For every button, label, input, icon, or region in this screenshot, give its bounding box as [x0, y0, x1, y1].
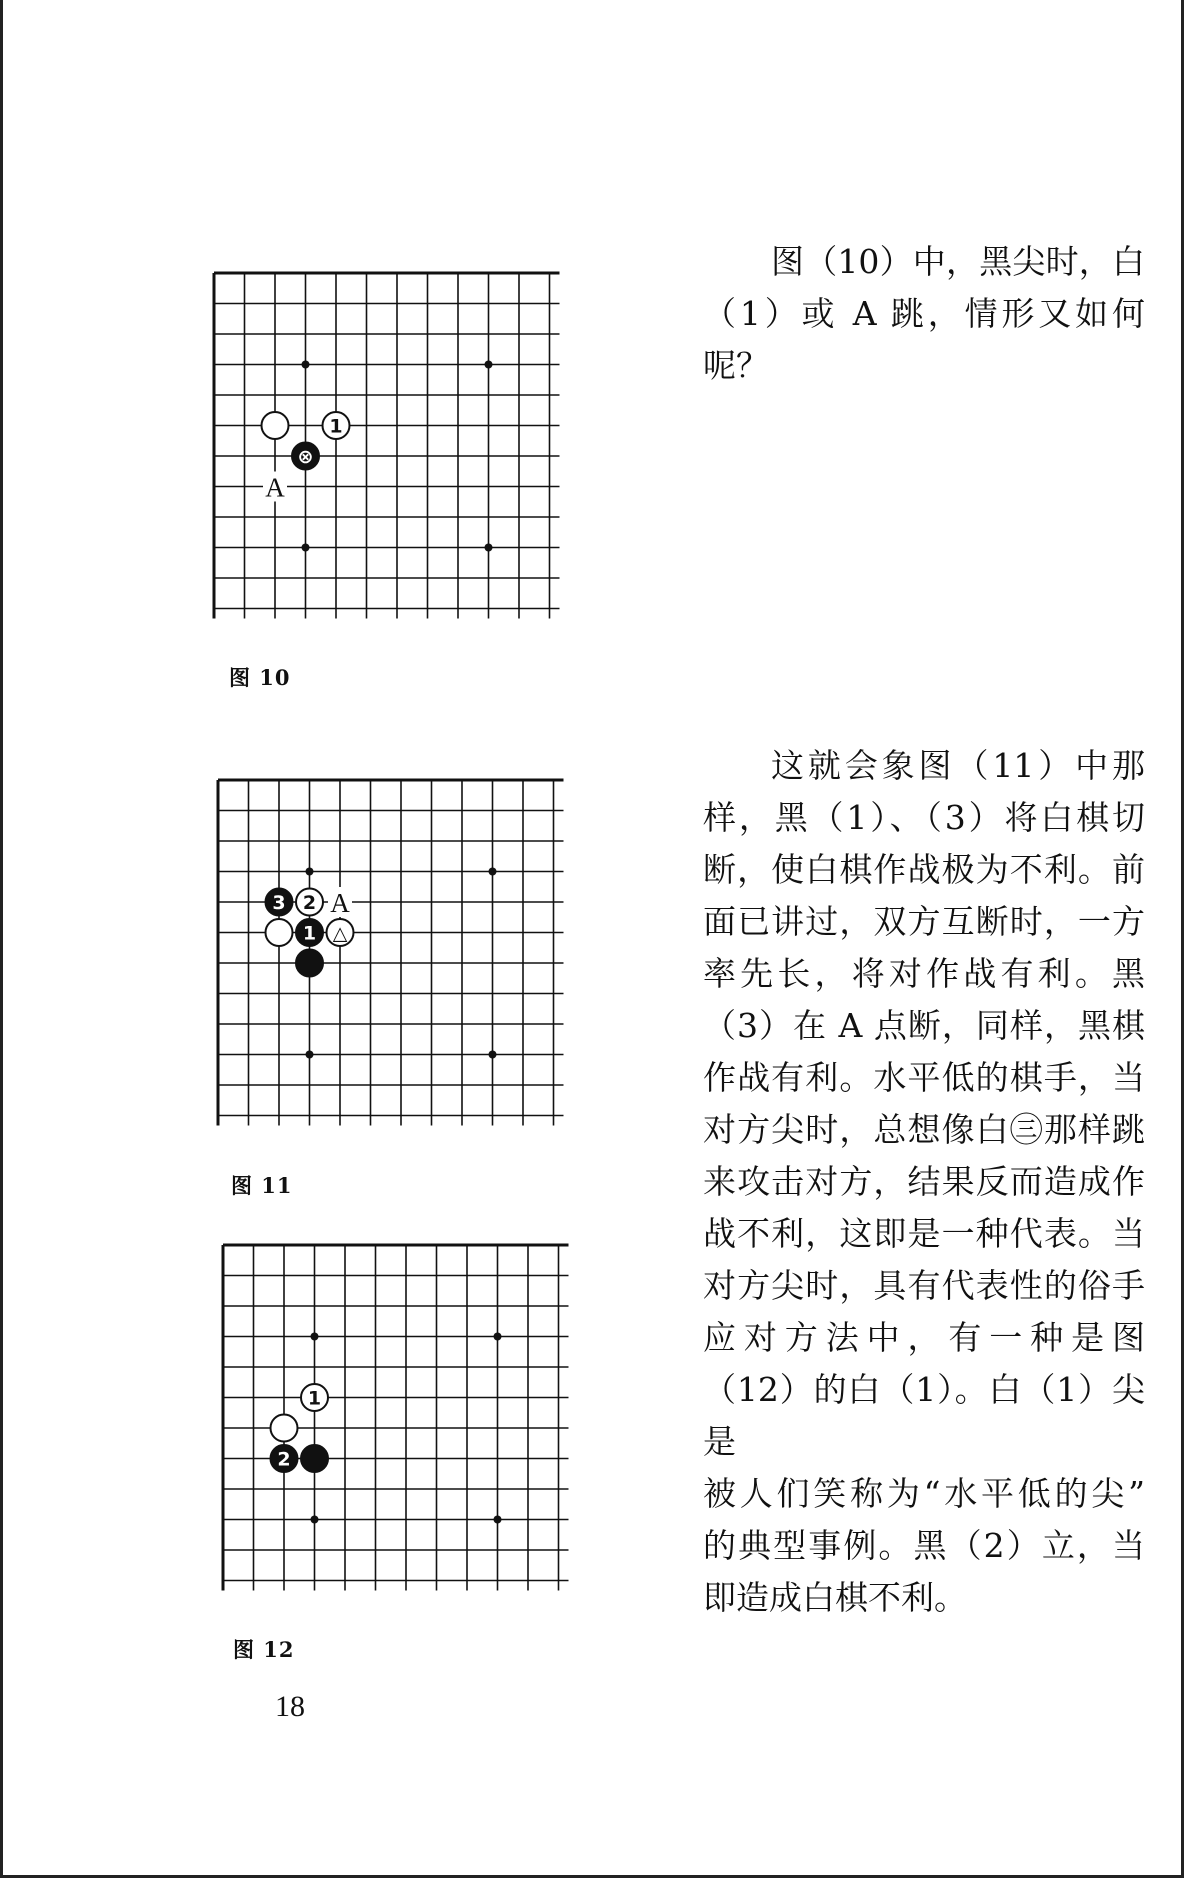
go-board-figure-10 [206, 265, 571, 635]
go-board-svg [215, 1237, 580, 1607]
text-line: 作战有利。水平低的棋手，当 [703, 1058, 1145, 1097]
text-line: 面已讲过，双方互断时，一方 [703, 902, 1145, 941]
stone-number-label: 1 [329, 415, 343, 438]
star-point [494, 1516, 502, 1524]
board-grid [218, 780, 564, 1126]
star-point [485, 544, 493, 552]
figure-caption: 图 11 [231, 1173, 293, 1198]
paragraph-fig10 [703, 236, 1145, 392]
stone-number-label: 2 [277, 1448, 291, 1471]
star-point [306, 868, 314, 876]
stone-number-label: ⊗ [297, 446, 314, 468]
text-line: 对方尖时，具有代表性的俗手 [703, 1266, 1145, 1305]
star-point [311, 1333, 319, 1341]
white-stone [262, 412, 289, 439]
figure-caption: 图 12 [233, 1637, 295, 1662]
go-board-svg [206, 265, 571, 635]
text-line: 被人们笑称为“水平低的尖” [703, 1474, 1145, 1513]
text-line: （1）或 A 跳，情形又如何呢？ [703, 294, 1145, 385]
stone-number-label: △ [332, 922, 348, 945]
stone-number-label: 2 [302, 892, 317, 914]
text-line: 即造成白棋不利。 [703, 1578, 967, 1617]
star-point [302, 361, 310, 369]
stone-number-label: 1 [302, 922, 317, 945]
white-stone [266, 919, 293, 946]
text-line: 的典型事例。黑（2）立，当 [703, 1526, 1145, 1565]
text-line: 率先长，将对作战有利。黑 [703, 954, 1145, 993]
figure-caption: 图 10 [229, 665, 291, 690]
stone-number-label: 3 [272, 892, 286, 914]
text-line: 这就会象图（11）中那 [771, 746, 1145, 785]
star-point [311, 1516, 319, 1524]
star-point [302, 544, 310, 552]
text-line: 对方尖时，总想像白㊂那样跳 [703, 1110, 1145, 1149]
board-mark-label: A [330, 888, 350, 918]
text-line: 应对方法中，有一种是图 [703, 1318, 1145, 1357]
page-number: 18 [275, 1690, 305, 1723]
go-board-figure-11 [210, 772, 575, 1142]
star-point [485, 361, 493, 369]
stone-number-label: 1 [307, 1387, 322, 1410]
text-line: 断，使白棋作战极为不利。前 [703, 850, 1145, 889]
text-line: （12）的白（1）。白（1）尖是 [703, 1370, 1145, 1461]
go-board-figure-12 [215, 1237, 580, 1607]
white-stone [271, 1415, 298, 1442]
paragraph-fig11-12 [703, 740, 1145, 1624]
text-line: 战不利，这即是一种代表。当 [703, 1214, 1145, 1253]
black-stone [301, 1445, 328, 1472]
board-grid [214, 273, 560, 619]
star-point [306, 1051, 314, 1059]
star-point [489, 868, 497, 876]
text-line: 来攻击对方，结果反而造成作 [703, 1162, 1145, 1201]
go-board-svg [210, 772, 575, 1142]
board-mark-label: A [265, 472, 285, 503]
star-point [489, 1051, 497, 1059]
star-point [494, 1333, 502, 1341]
text-line: 图（10）中，黑尖时，白 [771, 242, 1145, 281]
black-stone [296, 950, 323, 977]
text-line: 样，黑（1）、（3）将白棋切 [703, 798, 1145, 837]
text-line: （3）在 A 点断，同样，黑棋 [703, 1006, 1145, 1045]
